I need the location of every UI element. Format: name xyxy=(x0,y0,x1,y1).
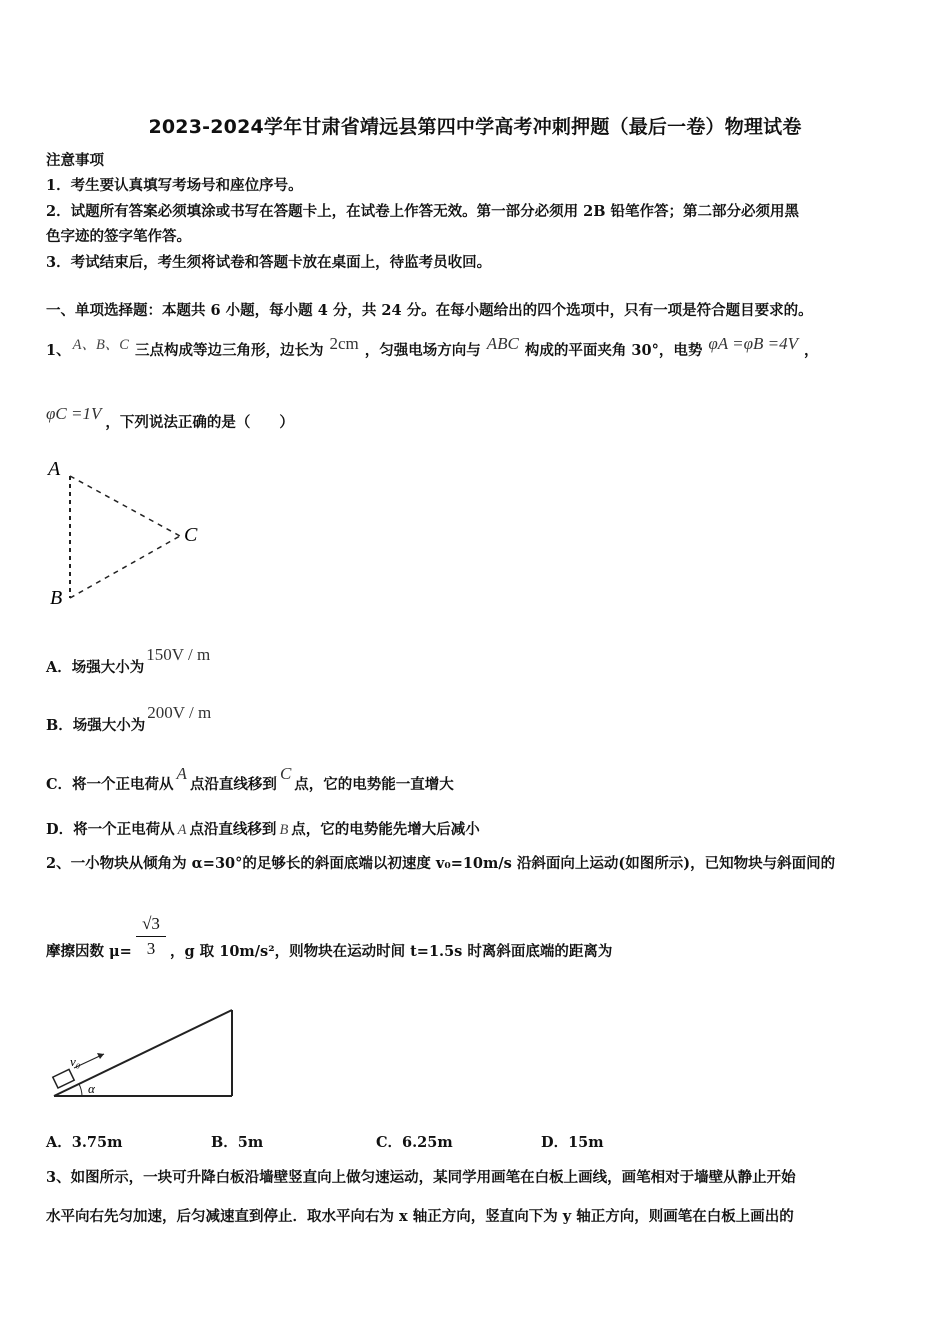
q2-option-a: A．3.75m xyxy=(46,1134,123,1151)
q1-option-c-c: C xyxy=(279,764,292,783)
q1-option-c-a: A xyxy=(176,764,187,783)
q1-text-a: 三点构成等边三角形，边长为 xyxy=(134,342,324,359)
q2-option-c: C．6.25m xyxy=(376,1134,453,1151)
q1-line-1 xyxy=(46,334,819,363)
q2-mu-fraction xyxy=(136,914,166,959)
q1-option-b-value: 200V / m xyxy=(147,703,212,722)
q1-option-d-b: B xyxy=(279,822,289,838)
notice-heading: 注意事项 xyxy=(46,152,104,169)
q1-points: A、B、C xyxy=(72,337,129,353)
q2-mu-label: 摩擦因数 μ= xyxy=(46,943,132,960)
notice-item-3: 3．考试结束后，考生须将试卷和答题卡放在桌面上，待监考员收回。 xyxy=(46,254,492,271)
notice-item-2-line-1: 2．试题所有答案必须填涂或书写在答题卡上，在试卷上作答无效。第一部分必须用 2B 铅笔作答；第二部分必须用黑 xyxy=(46,203,800,220)
notice-item-2-line-2: 色字迹的签字笔作答。 xyxy=(46,228,191,245)
velocity-arrowhead xyxy=(97,1053,104,1059)
q1-phi-ab: φA =φB =4V xyxy=(708,334,798,353)
label-b: B xyxy=(50,587,63,609)
q2-mu-numerator: √3 xyxy=(136,914,166,937)
section-heading: 一、单项选择题：本题共 6 小题，每小题 4 分，共 24 分。在每小题给出的四个选项中，只有一项是符合题目要求的。 xyxy=(46,302,813,319)
edge-ac xyxy=(70,476,180,536)
q3-line-2: 水平向右先匀加速，后匀减速直到停止．取水平向右为 x 轴正方向，竖直向下为 y 轴正方向，则画笔在白板上画出的 xyxy=(46,1208,794,1225)
label-c: C xyxy=(184,524,198,546)
q1-option-c-t1: C．将一个正电荷从 xyxy=(46,776,174,793)
q1-option-c xyxy=(46,764,454,797)
q2-line-2: ，g 取 10m/s²，则物块在运动时间 t=1.5s 时离斜面底端的距离为 xyxy=(170,943,613,960)
q1-option-b-text: B．场强大小为 xyxy=(46,717,146,734)
v0-label: v₀ xyxy=(70,1054,81,1069)
q2-line-1: 2、一小物块从倾角为 α=30°的足够长的斜面底端以初速度 v₀=10m/s 沿斜面向上运动(如图所示)，已知物块与斜面间的 xyxy=(46,855,836,872)
q1-option-d xyxy=(46,818,480,842)
q1-option-c-t3: 点，它的电势能一直增大 xyxy=(294,776,454,793)
q1-option-c-t2: 点沿直线移到 xyxy=(189,776,277,793)
q1-option-a-text: A．场强大小为 xyxy=(46,659,145,676)
q1-side-length: 2cm xyxy=(329,334,359,353)
q2-incline-diagram xyxy=(46,1002,246,1102)
q1-option-d-t1: D．将一个正电荷从 xyxy=(46,821,175,838)
q2-option-b: B．5m xyxy=(211,1134,264,1151)
page-title: 2023-2024学年甘肃省靖远县第四中学高考冲刺押题（最后一卷）物理试卷 xyxy=(148,116,802,138)
q1-text-b: ，匀强电场方向与 xyxy=(364,342,481,359)
q1-abc: ABC xyxy=(486,334,519,353)
q1-option-d-t2: 点沿直线移到 xyxy=(189,821,277,838)
q2-mu-denominator: 3 xyxy=(146,939,156,958)
edge-bc xyxy=(70,536,180,598)
q1-option-a-value: 150V / m xyxy=(146,645,211,664)
angle-arc xyxy=(79,1084,82,1096)
q1-option-a xyxy=(46,645,211,680)
alpha-label: α xyxy=(88,1081,95,1096)
q1-text-d: ，下列说法正确的是（ ） xyxy=(105,414,294,431)
q2-option-d: D．15m xyxy=(541,1134,604,1151)
label-a: A xyxy=(48,458,61,480)
q1-line-2 xyxy=(46,404,294,435)
q1-number: 1、 xyxy=(46,342,71,359)
notice-item-1: 1．考生要认真填写考场号和座位序号。 xyxy=(46,177,303,194)
incline-slope xyxy=(54,1010,232,1096)
q1-comma: ， xyxy=(803,342,819,359)
q1-option-b xyxy=(46,703,212,738)
q3-line-1: 3、如图所示，一块可升降白板沿墙壁竖直向上做匀速运动，某同学用画笔在白板上画线，画笔相对于墙壁从静止开始 xyxy=(46,1169,796,1186)
block xyxy=(53,1069,74,1088)
q1-option-d-t3: 点，它的电势能先增大后减小 xyxy=(291,821,480,838)
q1-text-c: 构成的平面夹角 30°，电势 xyxy=(524,342,703,359)
q1-option-d-a: A xyxy=(177,822,187,838)
q1-phi-c: φC =1V xyxy=(46,404,102,423)
q1-triangle-diagram xyxy=(40,452,220,612)
